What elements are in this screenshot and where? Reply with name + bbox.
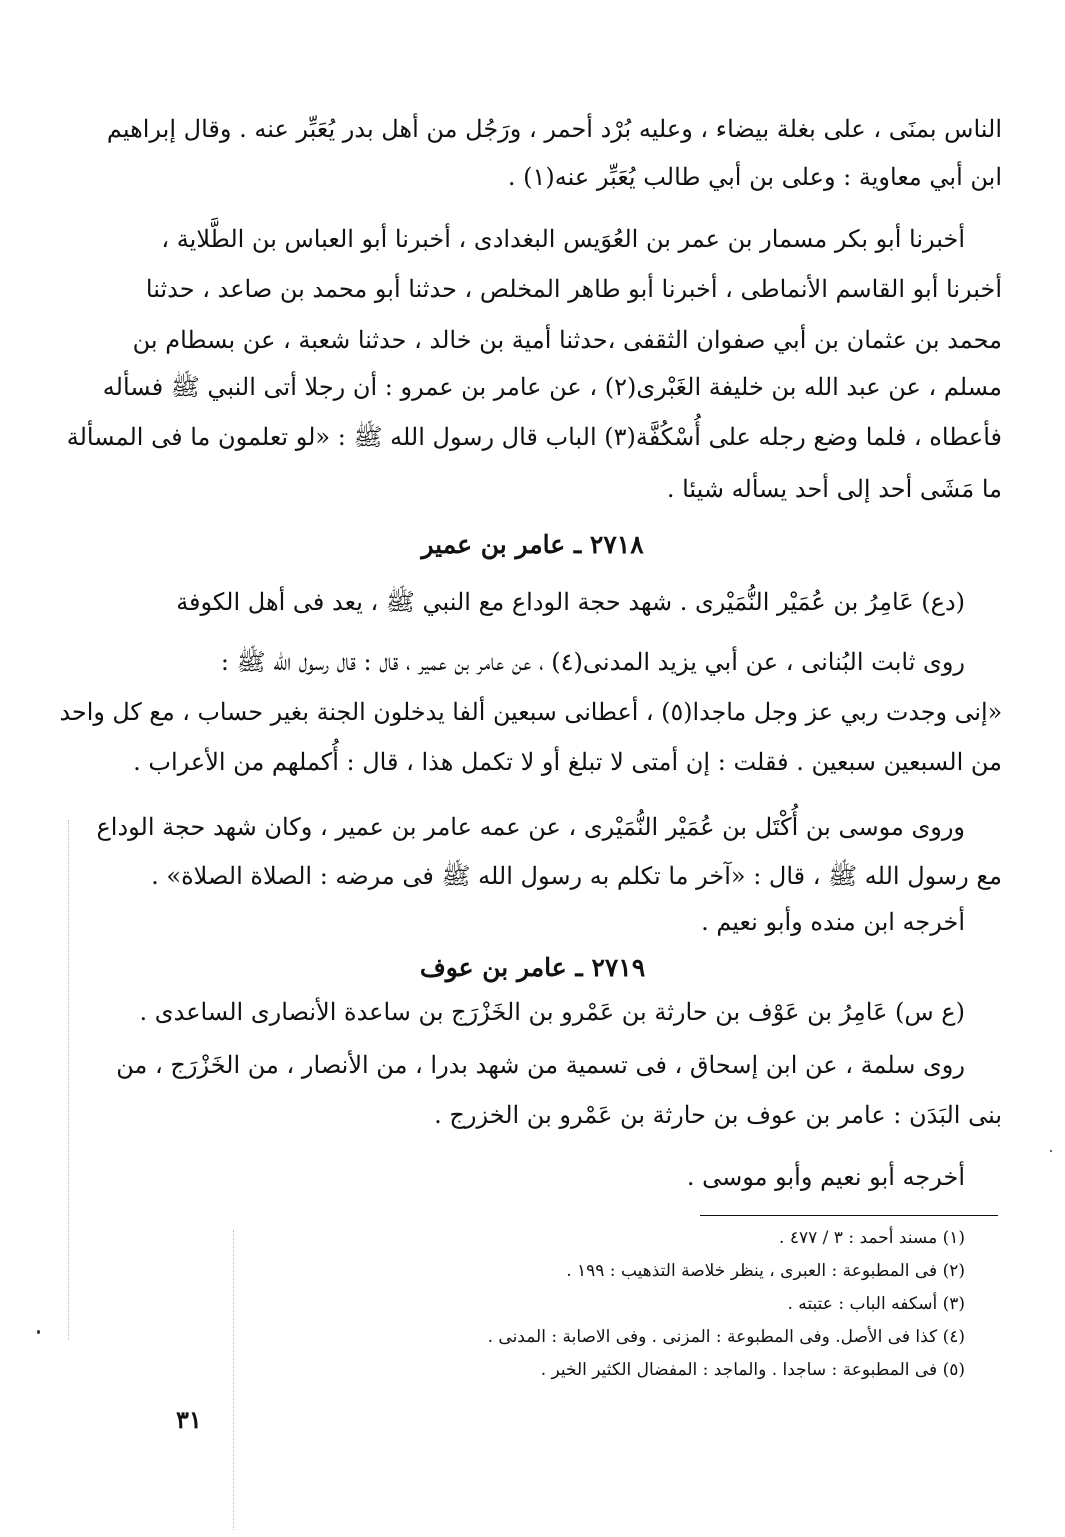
text-line: مع رسول الله ﷺ ، قال : «آخر ما تكلم به رسول الله ﷺ فى مرضه : الصلاة الصلاة» . <box>151 862 1002 890</box>
footnote: (٢) فى المطبوعة : العبرى ، ينظر خلاصة التذهيب : ١٩٩ . <box>566 1261 965 1281</box>
footnote: (٤) كذا فى الأصل. وفى المطبوعة : المزنى . وفى الاصابة : المدنى . <box>487 1327 965 1347</box>
text-line: أخرجه أبو نعيم وأبو موسى . <box>686 1163 965 1191</box>
text-line: روى سلمة ، عن ابن إسحاق ، فى تسمية من شهد بدرا ، من الأنصار ، من الخَزْرَج ، من <box>116 1051 965 1079</box>
scan-speck <box>1050 1150 1052 1152</box>
footnote: (١) مسند أحمد : ٣ / ٤٧٧ . <box>779 1228 965 1248</box>
text-line: بنى البَدَن : عامر بن عوف بن حارثة بن عَمْرو بن الخزرج . <box>434 1101 1002 1129</box>
text-line: (دع) عَامِرُ بن عُمَيْر النُّمَيْرى . شهد حجة الوداع مع النبي ﷺ ، يعد فى أهل الكوفة <box>176 588 965 616</box>
text-line: «إنى وجدت ربي عز وجل ماجدا(٥) ، أعطانى سبعين ألفا يدخلون الجنة بغير حساب ، مع كل واحد <box>59 698 1002 726</box>
text-line: فأعطاه ، فلما وضع رجله على أُسْكُفَّة(٣) الباب قال رسول الله ﷺ : «لو تعلمون ما فى المسألة <box>66 423 1002 451</box>
text-line: الناس بمنَى ، على بغلة بيضاء ، وعليه بُرْد أحمر ، ورَجُل من أهل بدر يُعَبِّر عنه . وقال إبراهيم <box>106 115 1002 143</box>
scan-artifact-line <box>233 1230 234 1530</box>
text-line: محمد بن عثمان بن أبي صفوان الثقفى ،حدثنا أمية بن خالد ، حدثنا شعبة ، عن بسطام بن <box>132 326 1002 354</box>
text-line: أخبرنا أبو القاسم الأنماطى ، أخبرنا أبو طاهر المخلص ، حدثنا أبو محمد بن صاعد ، حدثنا <box>145 275 1002 303</box>
footnote: (٣) أسكفه الباب : عتبته . <box>787 1294 965 1314</box>
text-line: روى ثابت البُنانى ، عن أبي يزيد المدنى(٤) ، عن عامر بن عمير ، قال : قال رسول الله ﷺ : <box>220 648 965 676</box>
scan-speck <box>37 1330 40 1334</box>
text-line: ابن أبي معاوية : وعلى بن أبي طالب يُعَبِّر عنه(١) . <box>507 163 1002 191</box>
scan-artifact-line <box>68 820 69 1340</box>
text-line: من السبعين سبعين . فقلت : إن أمتى لا تبلغ أو لا تكمل هذا ، قال : أُكملهم من الأعراب . <box>133 748 1002 776</box>
entry-heading: ٢٧١٨ ـ عامر بن عمير <box>421 530 644 559</box>
text-line: أخرجه ابن منده وأبو نعيم . <box>701 908 965 936</box>
entry-heading: ٢٧١٩ ـ عامر بن عوف <box>419 953 646 982</box>
footnote-divider <box>700 1215 998 1216</box>
page-number: ٣١ <box>176 1405 202 1434</box>
text-line: ما مَشَى أحد إلى أحد يسأله شيئا . <box>666 475 1002 503</box>
text-line: (ع س) عَامِرُ بن عَوْف بن حارثة بن عَمْرو بن الخَزْرَج بن ساعدة الأنصارى الساعدى . <box>139 998 965 1026</box>
text-line: أخبرنا أبو بكر مسمار بن عمر بن العُوَيس البغدادى ، أخبرنا أبو العباس بن الطَّلاية ، <box>161 225 965 253</box>
text-line: وروى موسى بن أُكْتَل بن عُمَيْر النُّمَيْرى ، عن عمه عامر بن عمير ، وكان شهد حجة الوداع <box>96 813 965 841</box>
text-line: مسلم ، عن عبد الله بن خليفة الغَبْرى(٢) ، عن عامر بن عمرو : أن رجلا أتى النبي ﷺ فسأله <box>102 373 1002 401</box>
footnote: (٥) فى المطبوعة : ساجدا . والماجد : المفضال الكثير الخير . <box>540 1360 965 1380</box>
